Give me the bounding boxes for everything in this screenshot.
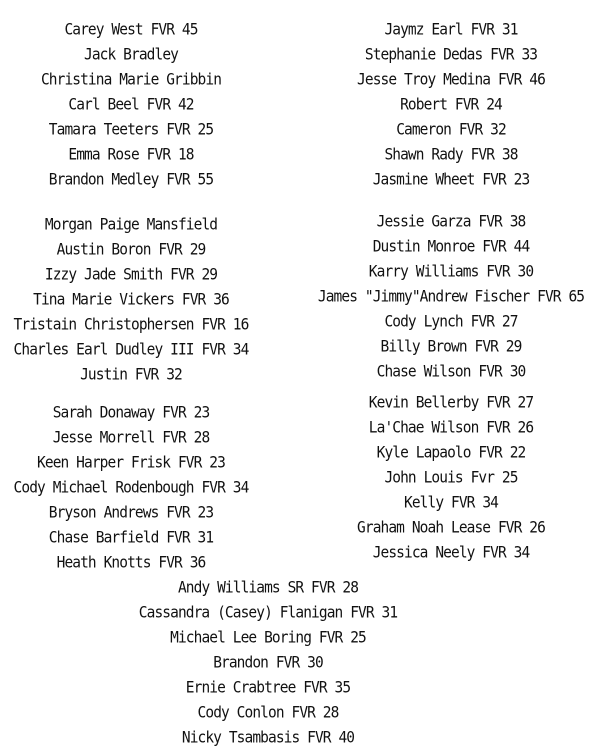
name-line: Emma Rose FVR 18 [68,145,194,164]
name-line: Brandon Medley FVR 55 [48,170,214,189]
name-line: Kyle Lapaolo FVR 22 [376,443,526,462]
name-line: Cassandra (Casey) Flanigan FVR 31 [138,603,398,622]
name-line: Ernie Crabtree FVR 35 [185,678,351,697]
name-line: Brandon FVR 30 [213,653,323,672]
name-line: Jesse Troy Medina FVR 46 [357,70,545,89]
name-line: Kelly FVR 34 [404,493,498,512]
name-line: Cody Conlon FVR 28 [197,703,339,722]
name-line: Jasmine Wheet FVR 23 [372,170,530,189]
left-group-3 [0,401,262,576]
name-line: La'Chae Wilson FVR 26 [368,418,534,437]
name-line: Michael Lee Boring FVR 25 [170,628,366,647]
name-line: Jessica Neely FVR 34 [372,543,530,562]
name-line: Shawn Rady FVR 38 [384,145,518,164]
name-line: Bryson Andrews FVR 23 [48,503,214,522]
name-line: Chase Wilson FVR 30 [376,362,526,381]
name-line: Tamara Teeters FVR 25 [48,120,214,139]
name-line: Cameron FVR 32 [396,120,506,139]
name-line: Carey West FVR 45 [64,20,198,39]
name-line: Jack Bradley [84,45,178,64]
name-line: Kevin Bellerby FVR 27 [368,393,534,412]
name-line: Robert FVR 24 [400,95,502,114]
right-group-1 [300,18,602,193]
right-group-3 [300,391,602,566]
name-line: Sarah Donaway FVR 23 [52,403,210,422]
name-line: Jaymz Earl FVR 31 [384,20,518,39]
right-group-2 [300,210,602,385]
name-line: Carl Beel FVR 42 [68,95,194,114]
name-line: Dustin Monroe FVR 44 [372,237,530,256]
bottom-group [130,576,406,751]
name-line: Heath Knotts FVR 36 [56,553,206,572]
left-group-1 [0,18,262,193]
name-line: Christina Marie Gribbin [40,70,222,89]
name-line: James "Jimmy"Andrew Fischer FVR 65 [317,287,585,306]
name-line: Cody Lynch FVR 27 [384,312,518,331]
name-line: Jesse Morrell FVR 28 [52,428,210,447]
name-line: Chase Barfield FVR 31 [48,528,214,547]
name-line: Karry Williams FVR 30 [368,262,534,281]
name-line: Nicky Tsambasis FVR 40 [181,728,355,747]
name-line: Izzy Jade Smith FVR 29 [44,265,218,284]
name-line: Justin FVR 32 [80,365,182,384]
name-line: Andy Williams SR FVR 28 [177,578,359,597]
left-group-2 [0,213,262,388]
name-line: Cody Michael Rodenbough FVR 34 [13,478,249,497]
name-line: Stephanie Dedas FVR 33 [364,45,538,64]
name-line: Keen Harper Frisk FVR 23 [37,453,225,472]
name-line: Tina Marie Vickers FVR 36 [33,290,229,309]
name-line: Austin Boron FVR 29 [56,240,206,259]
name-line: Jessie Garza FVR 38 [376,212,526,231]
name-line: Tristain Christophersen FVR 16 [13,315,249,334]
name-line: Graham Noah Lease FVR 26 [357,518,545,537]
name-line: John Louis Fvr 25 [384,468,518,487]
name-line: Charles Earl Dudley III FVR 34 [13,340,249,359]
name-line: Billy Brown FVR 29 [380,337,522,356]
name-line: Morgan Paige Mansfield [44,215,218,234]
